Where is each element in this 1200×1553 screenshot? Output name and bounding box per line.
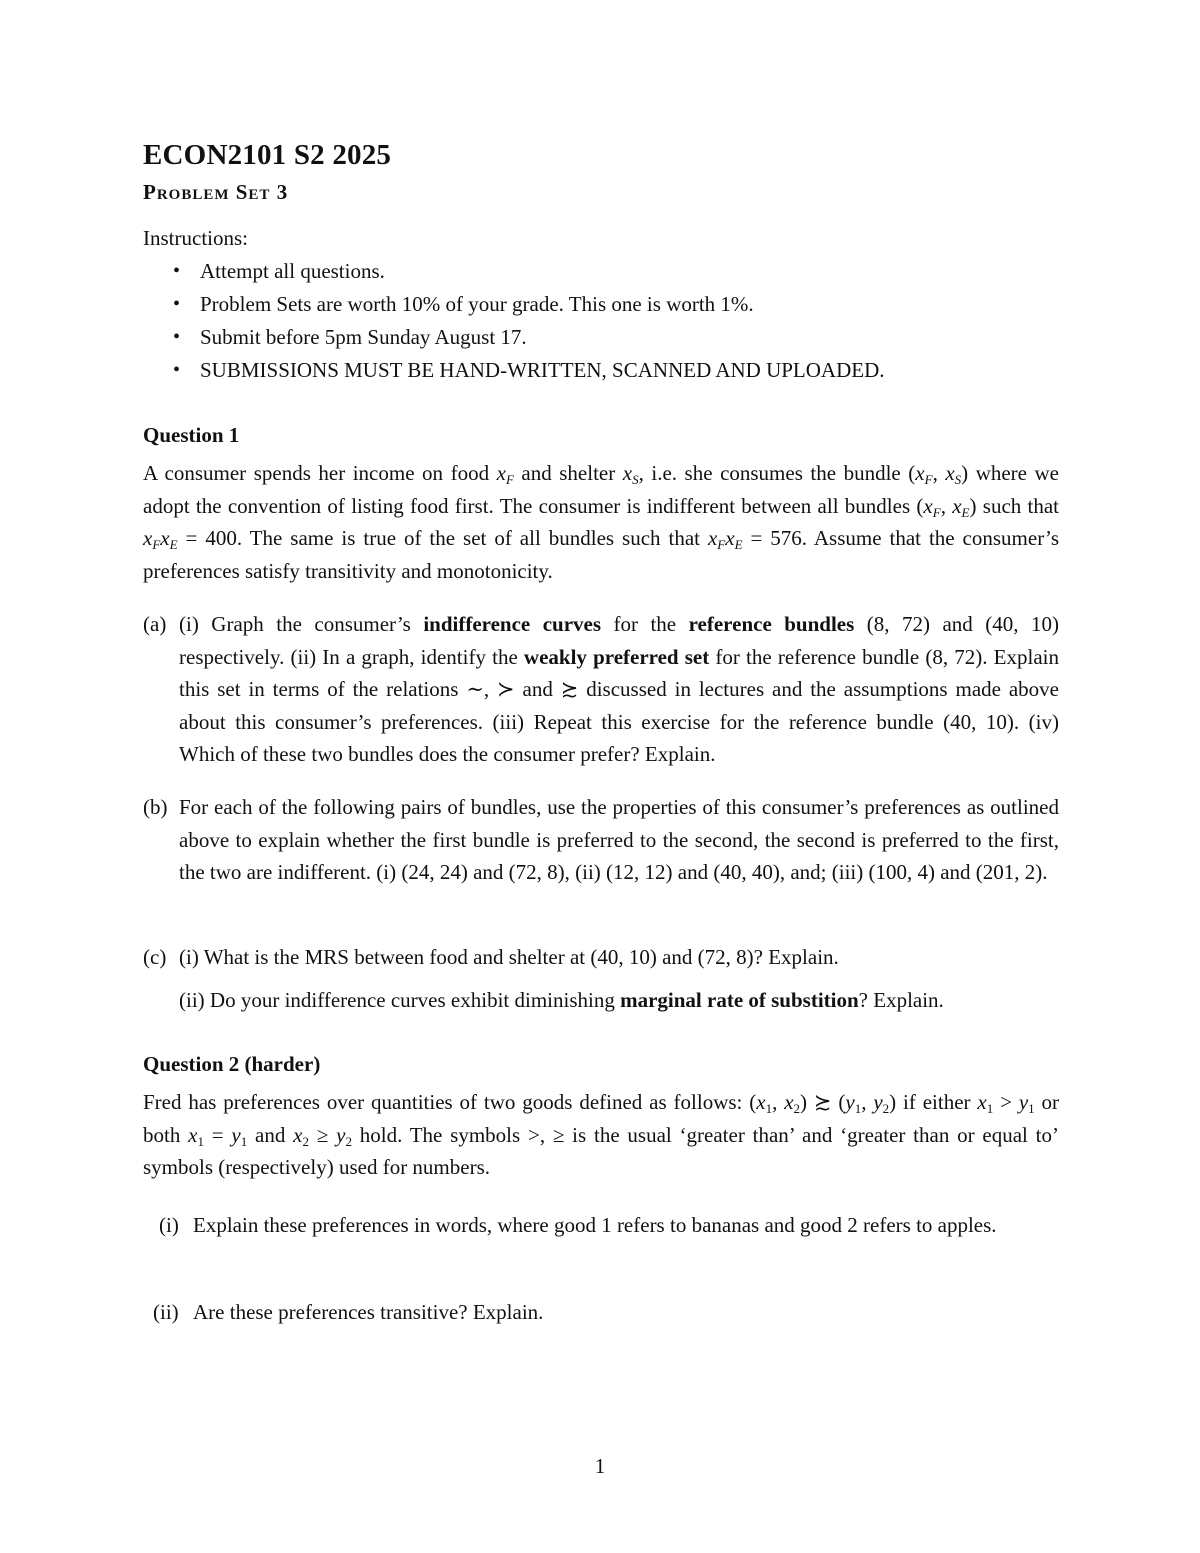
item-label: (i) <box>159 1213 179 1237</box>
question-2-part-i-text: Explain these preferences in words, where good 1 refers to bananas and good 2 refers to apples. <box>193 1213 997 1237</box>
question-1c-part-ii: (ii) Do your indifference curves exhibit diminishing marginal rate of substition? Explain. <box>179 987 944 1012</box>
document-subtitle: Problem Set 3 <box>143 180 289 204</box>
question-2-heading: Question 2 (harder) <box>143 1052 321 1076</box>
question-1-intro: A consumer spends her income on food $x_F$ and shelter $x_S$, i.e. she consumes the bundle ($x_F$, $x_S$) where we adopt the convention of listing food first. The consumer is indifferent between all bundles ($x_F$, $x_E$) such that $x_Fx_E = 400$. The same is true of the set of all bundles such that $x_Fx_E = 576$. Assume that the consumer’s preferences satisfy transitivity and monotonicity. <box>143 461 1060 583</box>
instruction-item: • Attempt all questions. <box>173 258 884 291</box>
question-2-part-ii <box>143 1296 1059 1329</box>
question-1-heading: Question 1 <box>143 423 240 447</box>
question-1b <box>143 791 1059 889</box>
item-label: (c) <box>143 945 167 969</box>
question-1a-text: (i) Graph the consumer’s indifference curves for the reference bundles (8, 72) and (40, 10) respectively. (ii) In a graph, identify the weakly preferred set for the reference bundle (8, 72). Explain this set in terms of the relations ∼, ≻ and ≿ discussed in lectures and the assumptions made above about this consumer’s preferences. (iii) Repeat this exercise for the reference bundle (40, 10). (iv) Which of these two bundles does the consumer prefer? Explain. <box>179 612 1059 767</box>
instruction-item: • Submit before 5pm Sunday August 17. <box>173 324 884 357</box>
question-1c-part-i: (i) What is the MRS between food and shelter at (40, 10) and (72, 8)? Explain. <box>179 945 839 969</box>
item-label: (b) <box>143 795 168 819</box>
item-label: (a) <box>143 612 167 636</box>
instructions-list <box>173 258 884 390</box>
instruction-item: • SUBMISSIONS MUST BE HAND-WRITTEN, SCANNED AND UPLOADED. <box>173 357 884 390</box>
instruction-item: • Problem Sets are worth 10% of your grade. This one is worth 1%. <box>173 291 884 324</box>
instructions-label: Instructions: <box>143 226 248 250</box>
question-1a <box>143 608 1059 771</box>
item-label: (ii) <box>153 1300 179 1324</box>
question-2-intro: Fred has preferences over quantities of two goods defined as follows: ($x_1$, $x_2$) ≿ ($y_1$, $y_2$) if either $x_1 > y_1$ or both $x_1 = y_1$ and $x_2 \ge y_2$ hold. The symbols >, ≥ is the usual ‘greater than’ and ‘greater than or equal to’ symbols (respectively) used for numbers. <box>143 1090 1060 1180</box>
document-title: ECON2101 S2 2025 <box>143 139 392 171</box>
question-1b-text: For each of the following pairs of bundles, use the properties of this consumer’s preferences as outlined above to explain whether the first bundle is preferred to the second, the second is preferred to the first, the two are indifferent. (i) (24, 24) and (72, 8), (ii) (12, 12) and (40, 40), and; (iii) (100, 4) and (201, 2). <box>179 795 1059 885</box>
question-2-part-i <box>143 1209 1059 1242</box>
page-number: 1 <box>594 1454 606 1478</box>
question-1c <box>143 941 1059 1016</box>
question-2-part-ii-text: Are these preferences transitive? Explain. <box>193 1300 544 1324</box>
